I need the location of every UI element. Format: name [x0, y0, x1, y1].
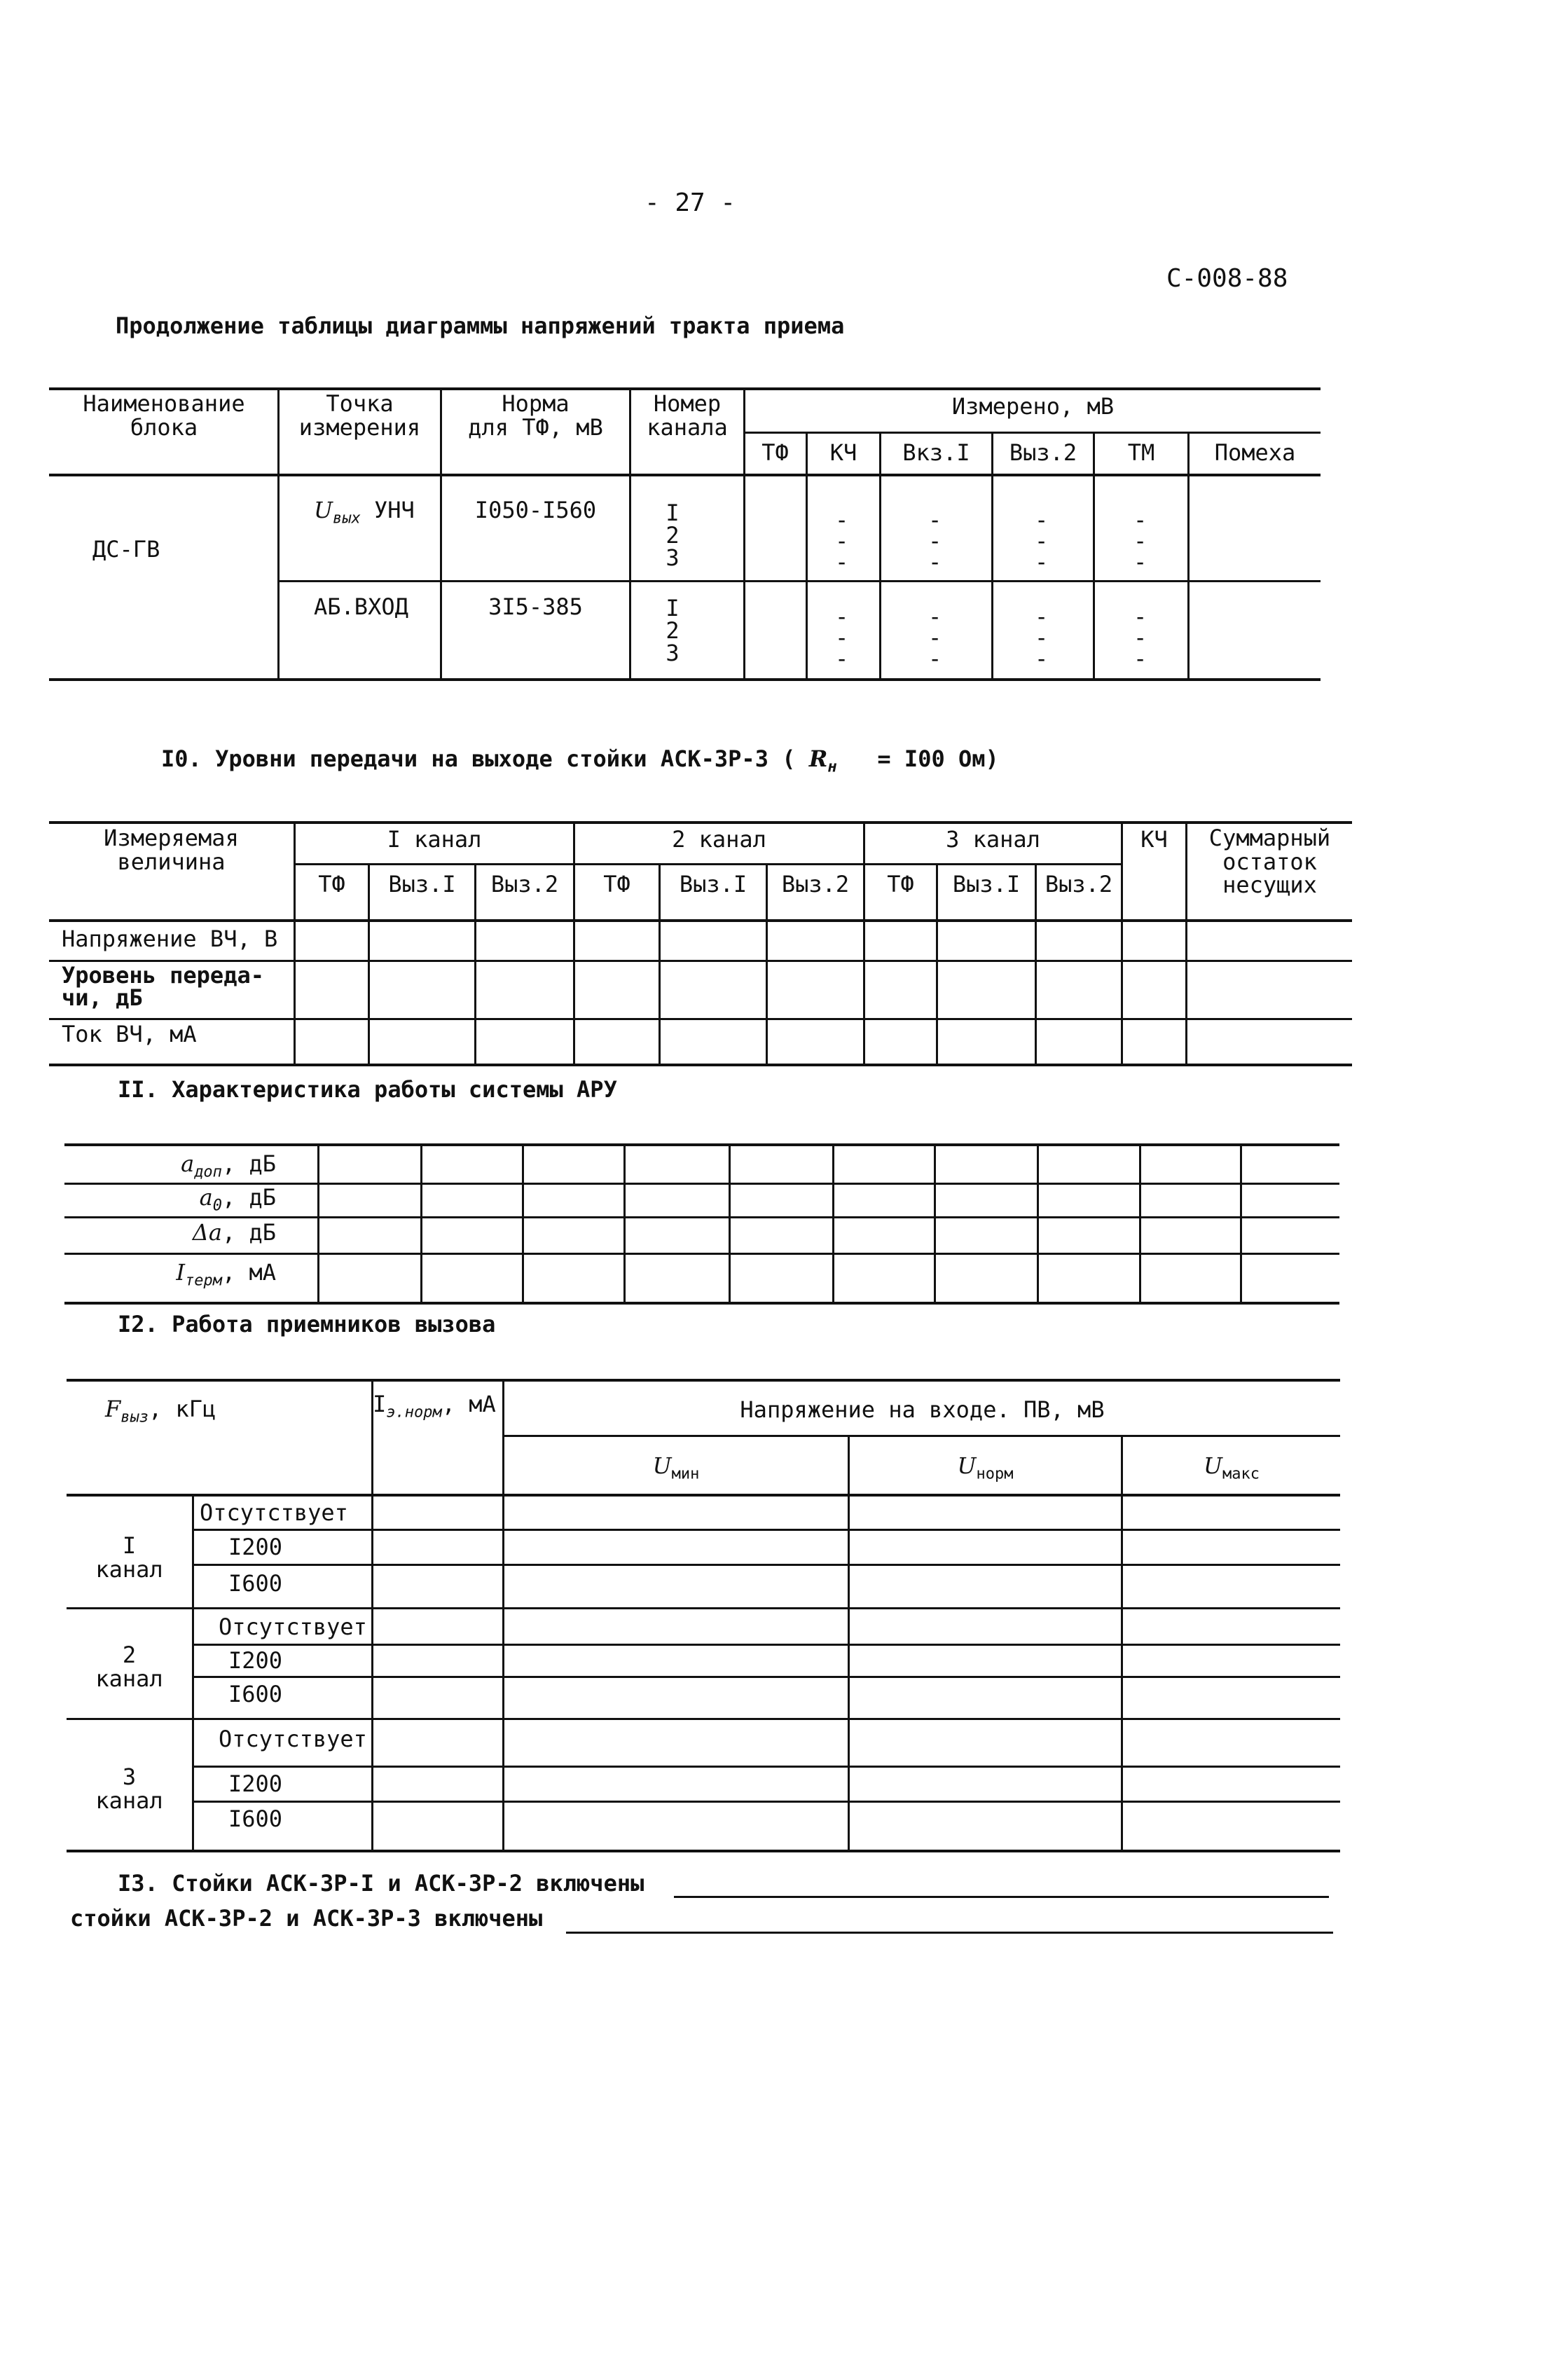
s10-header-ch1: I канал — [387, 826, 482, 853]
s10-sub-call2-3: Выз.2 — [1045, 871, 1113, 897]
s10-header-ch2: 2 канал — [672, 826, 766, 853]
page-number: - 27 - — [644, 188, 736, 217]
dash-mark: - — [1035, 624, 1049, 651]
s11-grid-line — [1037, 1143, 1039, 1304]
s10-header-total: Суммарный остаток несущих — [1208, 825, 1331, 899]
dash-mark: - — [1035, 645, 1049, 672]
s11-grid-line — [522, 1143, 524, 1304]
t9-row1-norm: I050-I560 — [474, 497, 597, 523]
s11-caption: II. Характеристика работы системы АРУ — [118, 1076, 617, 1103]
s12-channel-2-label: 2 канал — [95, 1642, 163, 1692]
t9-sub-call2: Выз.2 — [1009, 439, 1077, 466]
s12-ch1-1200: I200 — [228, 1534, 283, 1560]
dash-mark: - — [928, 528, 942, 554]
t9-block-name: ДС-ГВ — [92, 536, 160, 563]
dash-mark: - — [1035, 549, 1049, 575]
s11-grid-line — [420, 1143, 422, 1304]
s10-row-level: Уровень переда- чи, дБ — [62, 962, 264, 1011]
dash-mark: - — [835, 624, 849, 651]
s11-grid-line — [1139, 1143, 1141, 1304]
s11-grid-line — [934, 1143, 936, 1304]
s13-line1: I3. Стойки АСК-3Р-I и АСК-3Р-2 включены — [118, 1870, 644, 1897]
t9-header-block: Наименование блока — [83, 390, 245, 441]
dash-mark: - — [835, 603, 849, 630]
dash-mark: - — [1133, 528, 1147, 554]
s13-line2-blank — [566, 1932, 1333, 1934]
t9-sub-tm: ТМ — [1127, 439, 1155, 466]
t9-sub-noise: Помеха — [1214, 439, 1296, 466]
dash-mark: - — [928, 624, 942, 651]
s10-row-voltage: Напряжение ВЧ, В — [62, 926, 278, 952]
s11-grid-line — [729, 1143, 731, 1304]
t9-sub-kch: КЧ — [829, 439, 857, 466]
dash-mark: - — [1133, 549, 1147, 575]
t9-header-point: Точка измерения — [298, 390, 421, 441]
s11-row-delta-a: Δa, дБ — [192, 1219, 276, 1246]
dash-mark: - — [835, 549, 849, 575]
s12-ch3-absent: Отсутствует — [219, 1726, 367, 1752]
s10-sub-tf2: ТФ — [603, 871, 630, 897]
s12-ch1-absent: Отсутствует — [200, 1499, 348, 1526]
s12-header-i: $I_{э.норм}$, мА — [373, 1391, 496, 1422]
t9-row2-norm: 3I5-385 — [488, 593, 583, 620]
s10-sub-tf1: ТФ — [318, 871, 345, 897]
t9-row2-channels: I 2 3 — [666, 595, 680, 666]
s13-line2: стойки АСК-3Р-2 и АСК-3Р-3 включены — [70, 1905, 543, 1932]
s10-caption: I0. Уровни передачи на выходе стойки АСК-3Р-3 ( $R_н$ = I00 Ом) — [161, 745, 999, 776]
t9-caption: Продолжение таблицы диаграммы напряжений тракта приема — [116, 312, 845, 339]
dash-mark: - — [1035, 528, 1049, 554]
s11-grid-line — [832, 1143, 834, 1304]
s13-line1-blank — [674, 1896, 1329, 1898]
s12-caption: I2. Работа приемников вызова — [118, 1311, 496, 1337]
t9-row2-point: АБ.ВХОД — [314, 593, 408, 620]
s10-row-current: Ток ВЧ, мА — [62, 1021, 197, 1047]
s10-sub-tf3: ТФ — [887, 871, 914, 897]
dash-mark: - — [835, 645, 849, 672]
s12-channel-3-label: 3 канал — [95, 1763, 163, 1814]
t9-header-norm: Норма для ТФ, мВ — [468, 390, 603, 441]
s12-ch1-1600: I600 — [228, 1570, 283, 1597]
dash-mark: - — [835, 528, 849, 554]
t9-sub-call1: Вкз.I — [902, 439, 970, 466]
s10-sub-call1-2: Выз.I — [679, 871, 747, 897]
dash-mark: - — [928, 645, 942, 672]
s12-header-u-norm: $U_{норм}$ — [957, 1452, 1014, 1483]
dash-mark: - — [928, 603, 942, 630]
dash-mark: - — [1133, 603, 1147, 630]
dash-mark: - — [1133, 507, 1147, 533]
t9-header-channel: Номер канала — [647, 390, 728, 441]
dash-mark: - — [928, 507, 942, 533]
t9-row1-point: $U_{вых}$ УНЧ — [314, 497, 415, 528]
s12-ch2-1200: I200 — [228, 1647, 283, 1674]
dash-mark: - — [928, 549, 942, 575]
s11-row-a0: $a_0$, дБ — [199, 1184, 276, 1215]
s11-grid-line — [317, 1143, 319, 1304]
t9-header-measured: Измерено, мВ — [951, 393, 1115, 420]
s11-row-a-dop: $a_{доп}$, дБ — [181, 1150, 276, 1181]
document-code: С-008-88 — [1166, 264, 1288, 293]
s11-row-i-term: $I_{терм}$, мА — [176, 1259, 276, 1290]
s10-sub-call2-2: Выз.2 — [781, 871, 850, 897]
s10-header-quantity: Измеряемая величина — [104, 825, 239, 875]
dash-mark: - — [1133, 624, 1147, 651]
s12-header-f: $F_{выз}$, кГц — [105, 1396, 216, 1426]
t9-row1-channels: I 2 3 — [666, 500, 680, 571]
dash-mark: - — [1035, 507, 1049, 533]
s12-ch3-1600: I600 — [228, 1805, 283, 1832]
s12-header-voltage: Напряжение на входе. ПВ, мВ — [740, 1396, 1105, 1423]
s12-ch2-1600: I600 — [228, 1681, 283, 1707]
t9-sub-tf: ТФ — [761, 439, 789, 466]
s11-grid-line — [623, 1143, 626, 1304]
s10-sub-call1-3: Выз.I — [952, 871, 1021, 897]
dash-mark: - — [835, 507, 849, 533]
dash-mark: - — [1035, 603, 1049, 630]
s10-sub-call2-1: Выз.2 — [490, 871, 559, 897]
s12-channel-1-label: I канал — [95, 1532, 163, 1583]
dash-mark: - — [1133, 645, 1147, 672]
s11-grid-line — [1240, 1143, 1242, 1304]
s12-ch2-absent: Отсутствует — [219, 1614, 367, 1640]
s10-header-kch: КЧ — [1140, 826, 1168, 853]
s12-ch3-1200: I200 — [228, 1770, 283, 1797]
s10-sub-call1-1: Выз.I — [388, 871, 456, 897]
s12-header-u-min: $U_{мин}$ — [652, 1452, 700, 1483]
s10-header-ch3: 3 канал — [946, 826, 1040, 853]
s12-header-u-max: $U_{макс}$ — [1204, 1452, 1260, 1483]
